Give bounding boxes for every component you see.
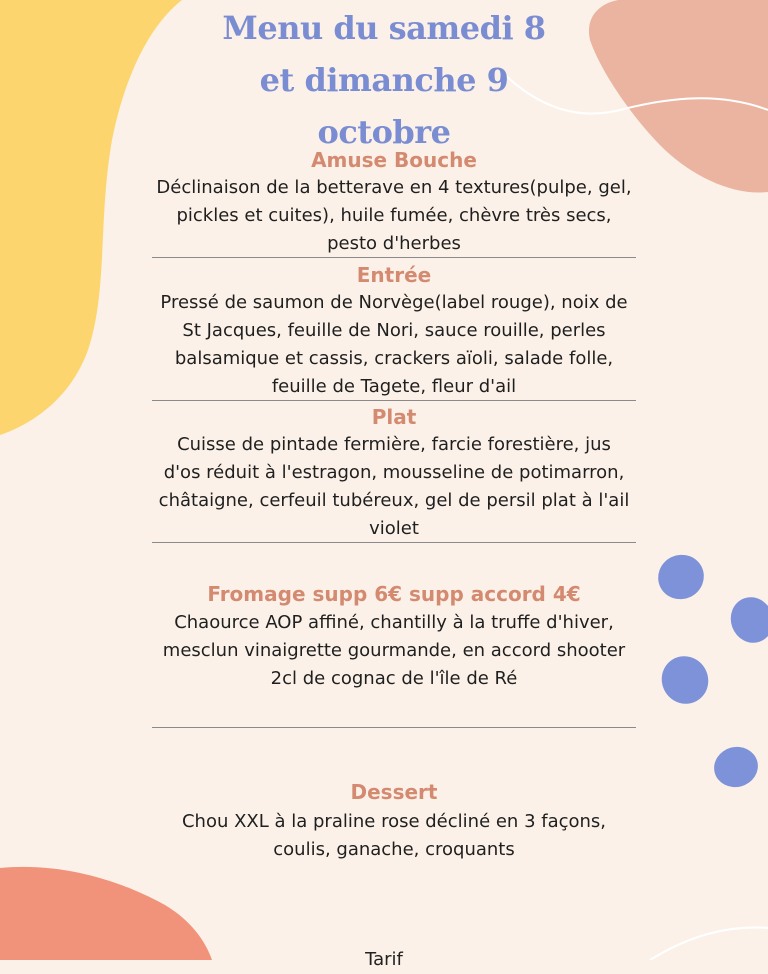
- menu-line: Chou XXL à la praline rose décliné en 3 façons,: [181, 811, 607, 832]
- section-body-amuse-bouche: [146, 174, 642, 258]
- menu-line: mesclun vinaigrette gourmande, en accord shooter: [162, 640, 626, 661]
- white-curve-line-bottom: [650, 927, 768, 960]
- price-footer: Tarif: [365, 949, 403, 970]
- menu-title: [184, 2, 584, 158]
- section-body-entree: [146, 289, 642, 401]
- section-body-plat: [146, 431, 642, 543]
- blue-dot-shape: [653, 648, 717, 713]
- blue-dot-shape: [710, 742, 763, 792]
- menu-line: d'os réduit à l'estragon, mousseline de potimarron,: [163, 462, 625, 483]
- menu-line: violet: [369, 518, 419, 539]
- blue-dot-shape: [651, 547, 711, 606]
- menu-line: Cuisse de pintade fermière, farcie forestière, jus: [177, 434, 611, 455]
- section-heading-dessert: Dessert: [350, 780, 438, 804]
- title-line: et dimanche 9: [259, 61, 509, 99]
- menu-line: balsamique et cassis, crackers aïoli, salade folle,: [174, 348, 614, 369]
- coral-blob-shape: [0, 867, 212, 960]
- section-heading-entree: Entrée: [356, 263, 432, 287]
- section-divider: [152, 542, 636, 543]
- section-divider: [152, 257, 636, 258]
- menu-line: 2cl de cognac de l'île de Ré: [270, 668, 518, 689]
- menu-line: pesto d'herbes: [327, 233, 461, 254]
- menu-line: St Jacques, feuille de Nori, sauce rouille, perles: [182, 320, 606, 341]
- menu-line: coulis, ganache, croquants: [273, 839, 515, 860]
- menu-line: Pressé de saumon de Norvège(label rouge), noix de: [160, 292, 628, 313]
- title-line: Menu du samedi 8: [222, 9, 546, 47]
- section-heading-fromage: Fromage supp 6€ supp accord 4€: [207, 582, 581, 606]
- menu-line: feuille de Tagete, fleur d'ail: [271, 376, 517, 397]
- title-line: octobre: [317, 113, 451, 151]
- section-divider: [152, 400, 636, 401]
- menu-line: Déclinaison de la betterave en 4 textures(pulpe, gel,: [156, 177, 632, 198]
- section-heading-amuse-bouche: Amuse Bouche: [311, 148, 477, 172]
- menu-line: pickles et cuites), huile fumée, chèvre très secs,: [176, 205, 612, 226]
- blue-dot-shape: [724, 591, 768, 649]
- section-body-fromage: [146, 609, 642, 693]
- menu-line: châtaigne, cerfeuil tubéreux, gel de persil plat à l'ail: [158, 490, 630, 511]
- menu-line: Chaource AOP affiné, chantilly à la truffe d'hiver,: [174, 612, 614, 633]
- section-heading-plat: Plat: [371, 405, 417, 429]
- section-body-dessert: [146, 808, 642, 864]
- section-divider: [152, 727, 636, 728]
